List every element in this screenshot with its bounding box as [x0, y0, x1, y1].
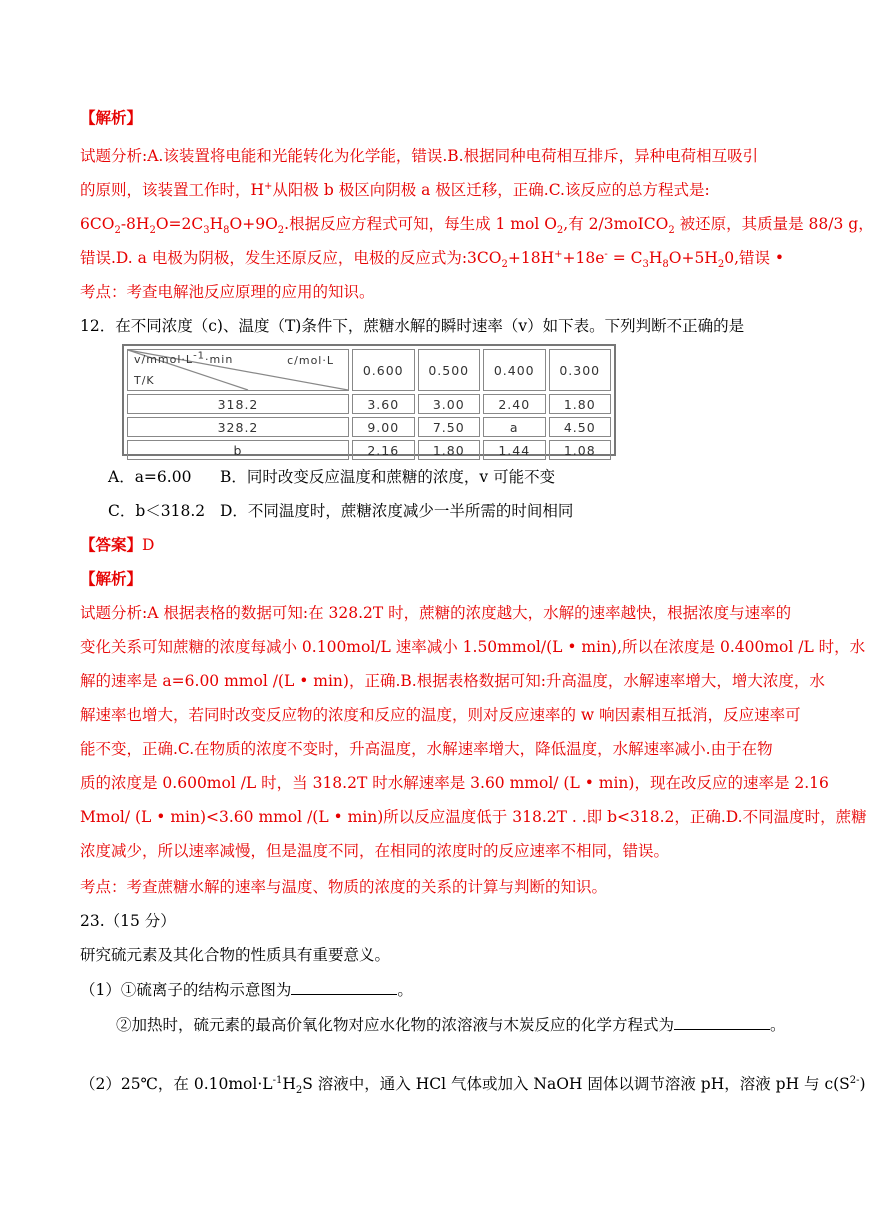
analysis-line: 浓度减少，所以速率减慢，但是温度不同，在相同的浓度时的反应速率不相同，错误。	[80, 842, 670, 860]
option-a: A．a=6.00	[108, 468, 192, 486]
rate-cell: 1.44	[483, 440, 546, 460]
corner-c-label: c/mol·L	[287, 354, 334, 367]
question-23-part-1b: ②加热时，硫元素的最高价氧化物对应水化物的浓溶液与木炭反应的化学方程式为 。	[116, 1013, 786, 1036]
analysis-line-3: $6CO_2-8H_2O=2C_3H_8O+9O_2$.根据反应方程式可知，每生成 1 mol $O_2$,有 2/3moICO$_2$ 被还原，其质量是 88/3 g，	[80, 215, 874, 237]
corner-t-label: T/K	[134, 374, 155, 387]
question-23-part-2: （2）25℃，在 $0.10mol\cdot L^{-1}H_2S$ 溶液中，通入 HCl 气体或加入 NaOH 固体以调节溶液 pH，溶液 pH 与 $c(S^{2-})$	[80, 1074, 866, 1097]
corner-v-label: $v/mmol\cdot L^{-1}\cdot\min$	[134, 350, 234, 366]
question-23-part-1: （1）①硫离子的结构示意图为 。	[80, 978, 413, 1001]
answer-blank[interactable]	[674, 1013, 770, 1030]
conc-header: 0.300	[549, 349, 612, 391]
rate-cell: 2.40	[483, 394, 546, 414]
analysis-line: 解的速率是 a=6.00 mmol /(L • min)，正确.B.根据表格数据可知:升高温度，水解速率增大，增大浓度，水	[80, 672, 825, 690]
answer-line: 【答案】D	[80, 535, 155, 554]
analysis-line-2: 的原则，该装置工作时，H+从阳极 b 极区向阴极 a 极区迁移，正确.C.该反应的总方程式是:	[80, 180, 710, 199]
option-d: D．不同温度时，蔗糖浓度减少一半所需的时间相同	[220, 502, 574, 520]
rate-cell: 2.16	[352, 440, 415, 460]
option-b: B．同时改变反应温度和蔗糖的浓度，v 可能不变	[220, 468, 556, 486]
temp-cell: b	[127, 440, 349, 460]
kaodian-2: 考点：考查蔗糖水解的速率与温度、物质的浓度的关系的计算与判断的知识。	[80, 878, 608, 896]
rate-table	[122, 344, 616, 456]
question-23-intro: 研究硫元素及其化合物的性质具有重要意义。	[80, 946, 391, 964]
option-c: C．b＜318.2	[108, 502, 206, 520]
rate-cell: 1.80	[549, 394, 612, 414]
analysis-line: 能不变，正确.C.在物质的浓度不变时，升高温度，水解速率增大，降低温度，水解速率减小.由于在物	[80, 740, 773, 758]
analysis-line: 试题分析:A 根据表格的数据可知:在 328.2T 时，蔗糖的浓度越大，水解的速率越快，根据浓度与速率的	[80, 604, 792, 622]
temp-cell: 318.2	[127, 394, 349, 414]
rate-cell: 1.80	[418, 440, 481, 460]
analysis-line: 质的浓度是 0.600mol /L 时，当 318.2T 时水解速率是 3.60 mmol/ (L • min)，现在改反应的速率是 2.16	[80, 774, 829, 792]
kaodian-1: 考点：考查电解池反应原理的应用的知识。	[80, 283, 375, 301]
analysis-line: 变化关系可知蔗糖的浓度每减小 0.100mol/L 速率减小 1.50mmol/(L • min),所以在浓度是 0.400mol /L 时，水	[80, 638, 866, 656]
question-12-stem: 12．在不同浓度（c)、温度（T)条件下，蔗糖水解的瞬时速率（v）如下表。下列判断不正确的是	[80, 317, 745, 335]
rate-cell: 3.60	[352, 394, 415, 414]
rate-cell: a	[483, 417, 546, 437]
table-row	[127, 417, 611, 437]
rate-cell: 1.08	[549, 440, 612, 460]
temp-cell: 328.2	[127, 417, 349, 437]
answer-blank[interactable]	[291, 978, 397, 995]
analysis-line-1: 试题分析:A.该装置将电能和光能转化为化学能，错误.B.根据同种电荷相互排斥，异种电荷相互吸引	[80, 147, 759, 165]
rate-cell: 3.00	[418, 394, 481, 414]
analysis-heading-2: 【解析】	[80, 569, 143, 588]
rate-cell: 9.00	[352, 417, 415, 437]
analysis-line: Mmol/ (L • min)<3.60 mmol /(L • min)所以反应温度低于 318.2T . .即 b<318.2，正确.D.不同温度时，蔗糖	[80, 808, 867, 826]
rate-cell: 4.50	[549, 417, 612, 437]
table-corner-cell	[127, 349, 349, 391]
conc-header: 0.500	[418, 349, 481, 391]
analysis-heading: 【解析】	[80, 108, 143, 127]
analysis-line-4: 错误.D. a 电极为阴极，发生还原反应，电极的反应式为$:3CO_2+18H^++18e^- = C_3H_8O+5H_20$,错误 •	[80, 248, 785, 271]
table-row	[127, 394, 611, 414]
conc-header: 0.600	[352, 349, 415, 391]
table-row	[127, 440, 611, 460]
analysis-line: 解速率也增大，若同时改变反应物的浓度和反应的温度，则对反应速率的 w 响因素相互抵消，反应速率可	[80, 706, 801, 724]
question-23-header: 23.（15 分）	[80, 912, 176, 930]
rate-cell: 7.50	[418, 417, 481, 437]
conc-header: 0.400	[483, 349, 546, 391]
